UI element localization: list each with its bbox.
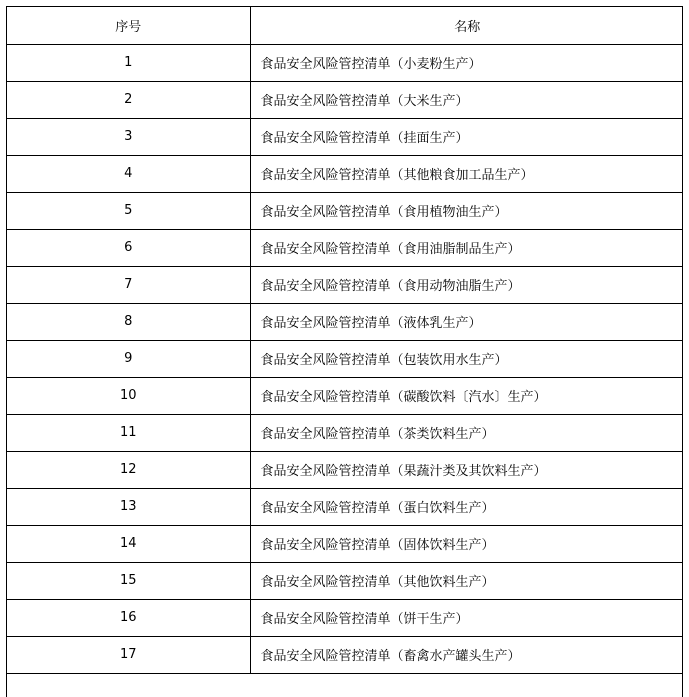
row-name-cell: 食品安全风险管控清单（食用植物油生产） (250, 192, 683, 229)
table-row (7, 377, 683, 414)
table-row (7, 44, 683, 81)
table-container (6, 6, 683, 697)
row-name-cell: 食品安全风险管控清单（小麦粉生产） (250, 44, 683, 81)
row-name-cell: 食品安全风险管控清单（液体乳生产） (250, 303, 683, 340)
row-name-cell: 食品安全风险管控清单（其他粮食加工品生产） (250, 155, 683, 192)
row-name-cell: 食品安全风险管控清单（食用油脂制品生产） (250, 229, 683, 266)
row-index-cell: 5 (7, 192, 250, 229)
row-name-cell: 食品安全风险管控清单（饼干生产） (250, 599, 683, 636)
header-name: 名称 (250, 7, 683, 44)
header-index: 序号 (7, 7, 250, 44)
row-index-cell: 10 (7, 377, 250, 414)
row-index-cell: 15 (7, 562, 250, 599)
row-index-cell: 7 (7, 266, 250, 303)
table-row (7, 525, 683, 562)
table-row (7, 488, 683, 525)
row-index-cell: 1 (7, 44, 250, 81)
table-row (7, 229, 683, 266)
table-row (7, 192, 683, 229)
row-index-cell: 2 (7, 81, 250, 118)
row-index-cell: 8 (7, 303, 250, 340)
row-name-cell: 食品安全风险管控清单（畜禽水产罐头生产） (250, 636, 683, 673)
table-row (7, 81, 683, 118)
row-name-cell: 食品安全风险管控清单（其他饮料生产） (250, 562, 683, 599)
table-row (7, 266, 683, 303)
row-index-cell: 16 (7, 599, 250, 636)
row-index-cell: 12 (7, 451, 250, 488)
row-name-cell: 食品安全风险管控清单（茶类饮料生产） (250, 414, 683, 451)
checklist-table (7, 7, 683, 674)
table-header-row (7, 7, 683, 44)
table-row (7, 155, 683, 192)
table-row (7, 562, 683, 599)
row-name-cell: 食品安全风险管控清单（蛋白饮料生产） (250, 488, 683, 525)
table-row (7, 118, 683, 155)
row-name-cell: 食品安全风险管控清单（挂面生产） (250, 118, 683, 155)
row-name-cell: 食品安全风险管控清单（果蔬汁类及其饮料生产） (250, 451, 683, 488)
row-index-cell: 9 (7, 340, 250, 377)
row-name-cell: 食品安全风险管控清单（包装饮用水生产） (250, 340, 683, 377)
row-name-cell: 食品安全风险管控清单（食用动物油脂生产） (250, 266, 683, 303)
table-row (7, 636, 683, 673)
table-row (7, 414, 683, 451)
row-name-cell: 食品安全风险管控清单（大米生产） (250, 81, 683, 118)
table-row (7, 303, 683, 340)
row-name-cell: 食品安全风险管控清单（碳酸饮料〔汽水〕生产） (250, 377, 683, 414)
row-name-cell: 食品安全风险管控清单（固体饮料生产） (250, 525, 683, 562)
table-row (7, 451, 683, 488)
row-index-cell: 14 (7, 525, 250, 562)
row-index-cell: 6 (7, 229, 250, 266)
row-index-cell: 11 (7, 414, 250, 451)
row-index-cell: 17 (7, 636, 250, 673)
row-index-cell: 13 (7, 488, 250, 525)
table-row (7, 599, 683, 636)
row-index-cell: 3 (7, 118, 250, 155)
row-index-cell: 4 (7, 155, 250, 192)
table-row (7, 340, 683, 377)
